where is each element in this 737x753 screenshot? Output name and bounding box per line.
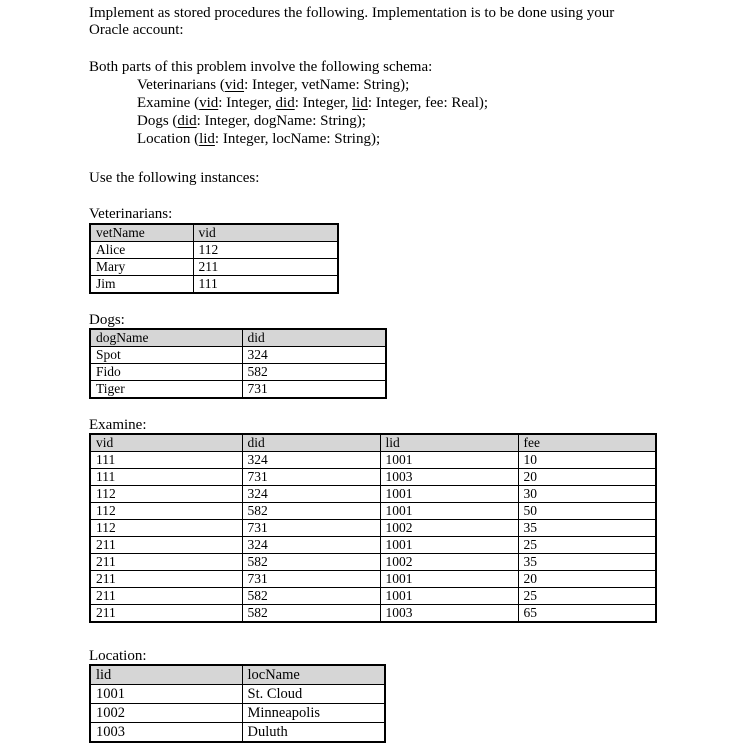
table-row [90, 452, 656, 469]
column-header: vetName [90, 224, 193, 242]
table-cell: 324 [242, 537, 380, 554]
table-cell: 1001 [380, 452, 518, 469]
relation-name: Examine [137, 95, 191, 111]
table-cell: 582 [242, 503, 380, 520]
attribute-type: vetName: String [301, 77, 401, 93]
intro-line-1: Implement as stored procedures the following. Implementation is to be done using your [89, 5, 615, 21]
table-cell: 112 [90, 520, 242, 537]
table-cell: St. Cloud [242, 685, 385, 704]
location-caption: Location: [89, 648, 147, 664]
table-row [90, 347, 386, 364]
veterinarians-table [89, 223, 339, 294]
table-row [90, 520, 656, 537]
attribute-type: : Integer, [294, 95, 353, 111]
key-attribute: vid [224, 77, 245, 93]
table-cell: 50 [518, 503, 656, 520]
schema-line-location: Location (lid: Integer, locName: String); [137, 131, 381, 147]
table-cell: Mary [90, 259, 193, 276]
key-attribute: lid [199, 131, 215, 147]
relation-name: Veterinarians [137, 77, 217, 93]
table-cell: 10 [518, 452, 656, 469]
table-row [90, 685, 385, 704]
table-header-row [90, 665, 385, 685]
table-header-row [90, 434, 656, 452]
intro-line-2: Oracle account: [89, 22, 184, 38]
table-cell: 111 [90, 469, 242, 486]
schema-line-dogs: Dogs (did: Integer, dogName: String); [137, 113, 366, 129]
table-cell: Jim [90, 276, 193, 294]
table-cell: 211 [90, 605, 242, 623]
dogs-table [89, 328, 387, 399]
table-cell: 324 [242, 452, 380, 469]
table-cell: 1001 [380, 571, 518, 588]
table-cell: 731 [242, 469, 380, 486]
table-cell: 30 [518, 486, 656, 503]
column-header: lid [90, 665, 242, 685]
table-cell: Alice [90, 242, 193, 259]
column-header: vid [90, 434, 242, 452]
table-cell: 731 [242, 520, 380, 537]
table-cell: 20 [518, 571, 656, 588]
attribute-type: locName: String [272, 131, 371, 147]
table-row [90, 259, 338, 276]
table-row [90, 503, 656, 520]
table-row [90, 242, 338, 259]
dogs-caption: Dogs: [89, 312, 125, 328]
table-cell: 112 [90, 503, 242, 520]
table-cell: 211 [90, 588, 242, 605]
attribute-type: : Integer, [244, 77, 302, 93]
table-cell: 1001 [380, 503, 518, 520]
table-cell: 1001 [380, 486, 518, 503]
relation-name: Dogs [137, 113, 169, 129]
key-attribute: lid [352, 95, 368, 111]
table-cell: 324 [242, 347, 386, 364]
table-row [90, 554, 656, 571]
table-cell: 731 [242, 571, 380, 588]
table-cell: 1002 [90, 704, 242, 723]
table-cell: 211 [90, 571, 242, 588]
table-cell: 25 [518, 537, 656, 554]
attribute-type: : Integer, [218, 95, 276, 111]
table-cell: Duluth [242, 723, 385, 743]
table-row [90, 469, 656, 486]
table-row [90, 381, 386, 399]
table-cell: 112 [193, 242, 338, 259]
instances-intro: Use the following instances: [89, 170, 260, 186]
table-cell: 1003 [380, 469, 518, 486]
table-cell: 1001 [380, 588, 518, 605]
table-row [90, 364, 386, 381]
column-header: lid [380, 434, 518, 452]
table-cell: 1002 [380, 554, 518, 571]
attribute-type: dogName: String [253, 113, 357, 129]
key-attribute: did [275, 95, 295, 111]
column-header: dogName [90, 329, 242, 347]
relation-name: Location [137, 131, 191, 147]
key-attribute: vid [199, 95, 219, 111]
column-header: vid [193, 224, 338, 242]
table-cell: 35 [518, 520, 656, 537]
table-row [90, 276, 338, 294]
table-row [90, 588, 656, 605]
table-cell: Minneapolis [242, 704, 385, 723]
table-cell: 582 [242, 588, 380, 605]
table-row [90, 605, 656, 623]
table-cell: 25 [518, 588, 656, 605]
attribute-type: : Integer, [367, 95, 426, 111]
column-header: did [242, 329, 386, 347]
table-row [90, 486, 656, 503]
table-cell: 582 [242, 364, 386, 381]
table-cell: 1001 [380, 537, 518, 554]
schema-intro: Both parts of this problem involve the following schema: [89, 59, 433, 75]
column-header: locName [242, 665, 385, 685]
table-header-row [90, 329, 386, 347]
examine-caption: Examine: [89, 417, 147, 433]
veterinarians-caption: Veterinarians: [89, 206, 173, 222]
examine-table [89, 433, 657, 623]
schema-line-examine: Examine (vid: Integer, did: Integer, lid: Integer, fee: Real); [137, 95, 489, 111]
table-cell: 1001 [90, 685, 242, 704]
table-cell: 111 [193, 276, 338, 294]
table-cell: 1002 [380, 520, 518, 537]
attribute-type: : Integer, [196, 113, 254, 129]
table-cell: 211 [90, 537, 242, 554]
table-cell: 324 [242, 486, 380, 503]
table-header-row [90, 224, 338, 242]
table-cell: Tiger [90, 381, 242, 399]
attribute-type: : Integer, [214, 131, 273, 147]
table-cell: Fido [90, 364, 242, 381]
table-cell: 731 [242, 381, 386, 399]
table-cell: 1003 [90, 723, 242, 743]
table-cell: 112 [90, 486, 242, 503]
table-row [90, 571, 656, 588]
table-cell: 1003 [380, 605, 518, 623]
table-cell: 211 [193, 259, 338, 276]
table-cell: Spot [90, 347, 242, 364]
table-cell: 65 [518, 605, 656, 623]
attribute-type: fee: Real [425, 95, 479, 111]
key-attribute: did [177, 113, 197, 129]
table-cell: 211 [90, 554, 242, 571]
column-header: did [242, 434, 380, 452]
table-cell: 20 [518, 469, 656, 486]
table-row [90, 723, 385, 743]
table-cell: 582 [242, 605, 380, 623]
schema-line-veterinarians: Veterinarians (vid: Integer, vetName: String); [137, 77, 410, 93]
table-cell: 582 [242, 554, 380, 571]
table-row [90, 704, 385, 723]
column-header: fee [518, 434, 656, 452]
table-row [90, 537, 656, 554]
table-cell: 35 [518, 554, 656, 571]
table-cell: 111 [90, 452, 242, 469]
location-table [89, 664, 386, 743]
